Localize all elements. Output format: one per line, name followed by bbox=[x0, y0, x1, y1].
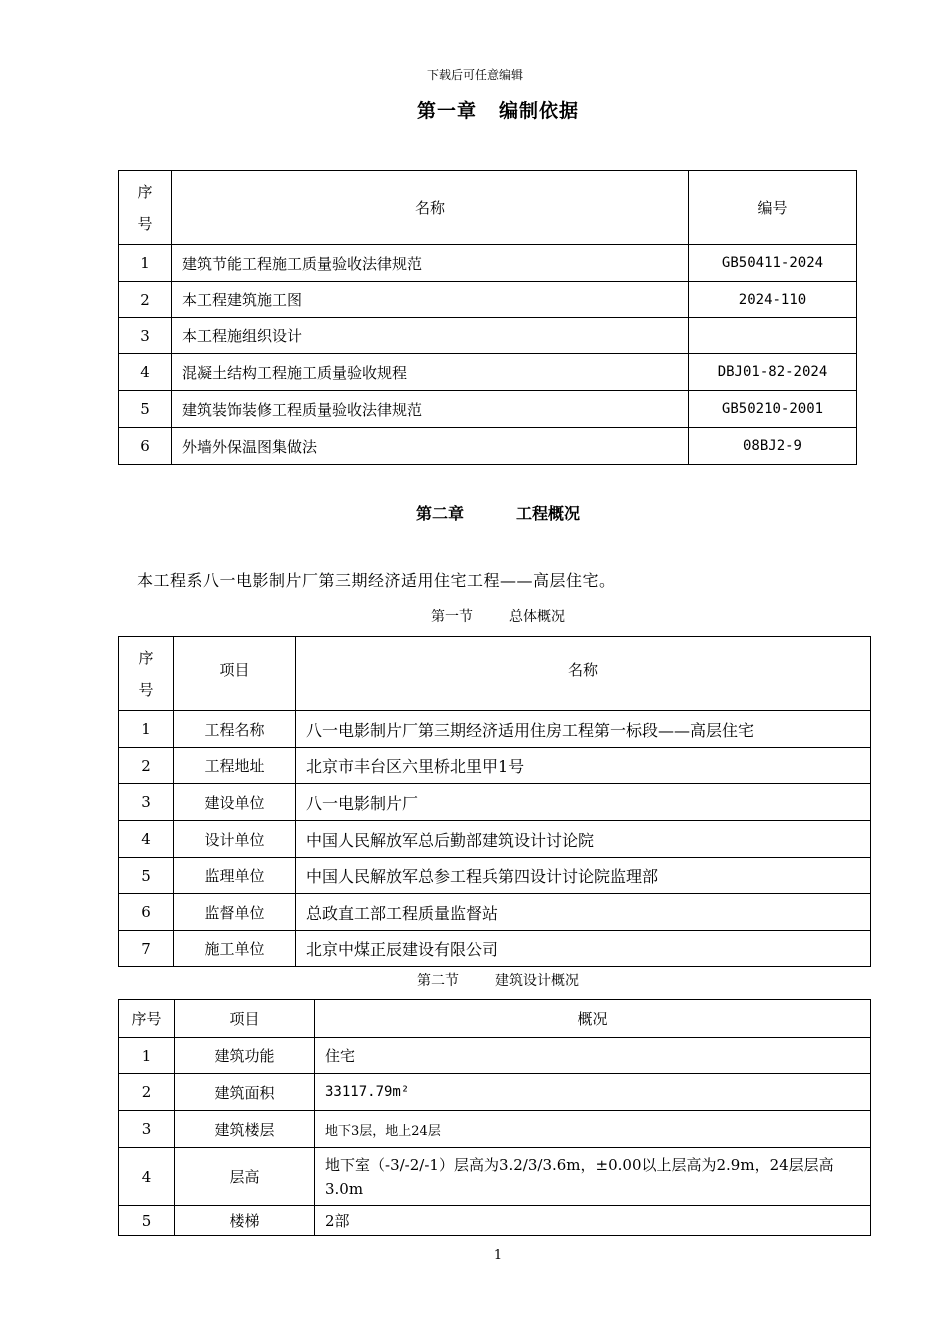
name-cell: 外墙外保温图集做法 bbox=[172, 428, 689, 465]
seq-cell: 7 bbox=[119, 931, 174, 967]
section2-title: 建筑设计概况 bbox=[495, 973, 579, 989]
item-cell: 建筑面积 bbox=[175, 1074, 315, 1111]
seq-cell: 3 bbox=[119, 1111, 175, 1148]
name-header: 名称 bbox=[172, 171, 689, 245]
chapter1-title: 编制依据 bbox=[499, 100, 580, 122]
seq-cell: 4 bbox=[119, 1148, 175, 1206]
table-row bbox=[119, 354, 857, 391]
table-row bbox=[119, 1111, 871, 1148]
name-cell: 混凝土结构工程施工质量验收规程 bbox=[172, 354, 689, 391]
seq-cell: 6 bbox=[119, 894, 174, 931]
name-cell: 中国人民解放军总参工程兵第四设计讨论院监理部 bbox=[296, 858, 871, 894]
seq-cell: 5 bbox=[119, 1206, 175, 1236]
seq-cell: 2 bbox=[119, 748, 174, 784]
name-cell: 建筑节能工程施工质量验收法律规范 bbox=[172, 245, 689, 282]
seq-cell: 1 bbox=[119, 711, 174, 748]
item-cell: 建设单位 bbox=[174, 784, 296, 821]
chapter2-heading bbox=[0, 501, 950, 524]
table-row bbox=[119, 1074, 871, 1111]
item-cell: 监理单位 bbox=[174, 858, 296, 894]
item-cell: 设计单位 bbox=[174, 821, 296, 858]
seq-cell: 4 bbox=[119, 821, 174, 858]
seq-header: 序 号 bbox=[119, 171, 172, 245]
name-cell: 八一电影制片厂 bbox=[296, 784, 871, 821]
item-cell: 监督单位 bbox=[174, 894, 296, 931]
name-cell: 八一电影制片厂第三期经济适用住房工程第一标段——高层住宅 bbox=[296, 711, 871, 748]
section1-title: 总体概况 bbox=[509, 609, 565, 625]
seq-cell: 3 bbox=[119, 318, 172, 354]
item-cell: 楼梯 bbox=[175, 1206, 315, 1236]
table-row bbox=[119, 858, 871, 894]
desc-header: 概况 bbox=[315, 1000, 871, 1038]
table-header-row bbox=[119, 637, 871, 711]
name-cell: 本工程建筑施工图 bbox=[172, 282, 689, 318]
section2-heading bbox=[0, 970, 950, 990]
table-row bbox=[119, 318, 857, 354]
name-header: 名称 bbox=[296, 637, 871, 711]
item-cell: 建筑功能 bbox=[175, 1038, 315, 1074]
seq-cell: 4 bbox=[119, 354, 172, 391]
table-row bbox=[119, 1038, 871, 1074]
seq-cell: 3 bbox=[119, 784, 174, 821]
name-cell: 北京中煤正辰建设有限公司 bbox=[296, 931, 871, 967]
item-cell: 建筑楼层 bbox=[175, 1111, 315, 1148]
desc-cell: 2部 bbox=[315, 1206, 871, 1236]
page-number: 1 bbox=[493, 1248, 503, 1263]
table-header-row bbox=[119, 171, 857, 245]
item-cell: 工程地址 bbox=[174, 748, 296, 784]
table-row bbox=[119, 894, 871, 931]
seq-cell: 2 bbox=[119, 1074, 175, 1111]
overview-table bbox=[118, 636, 871, 967]
item-header: 项目 bbox=[174, 637, 296, 711]
table-row bbox=[119, 748, 871, 784]
table-row bbox=[119, 245, 857, 282]
desc-cell: 住宅 bbox=[315, 1038, 871, 1074]
section1-heading bbox=[0, 606, 950, 626]
name-cell: 中国人民解放军总后勤部建筑设计讨论院 bbox=[296, 821, 871, 858]
intro-paragraph: 本工程系八一电影制片厂第三期经济适用住宅工程——高层住宅。 bbox=[137, 571, 616, 590]
chapter2-title: 工程概况 bbox=[516, 504, 581, 523]
table-row bbox=[119, 428, 857, 465]
seq-cell: 5 bbox=[119, 391, 172, 428]
desc-cell: 33117.79m² bbox=[315, 1074, 871, 1111]
table-row bbox=[119, 784, 871, 821]
item-cell: 工程名称 bbox=[174, 711, 296, 748]
design-table bbox=[118, 999, 871, 1236]
header-note: 下载后可任意编辑 bbox=[426, 68, 523, 82]
code-cell: 2024-110 bbox=[689, 282, 857, 318]
code-header: 编号 bbox=[689, 171, 857, 245]
name-cell: 建筑装饰装修工程质量验收法律规范 bbox=[172, 391, 689, 428]
chapter2-number: 第二章 bbox=[415, 504, 464, 523]
code-cell: GB50210-2001 bbox=[689, 391, 857, 428]
table-row bbox=[119, 1206, 871, 1236]
code-cell: GB50411-2024 bbox=[689, 245, 857, 282]
basis-table bbox=[118, 170, 857, 465]
item-header: 项目 bbox=[175, 1000, 315, 1038]
name-cell: 北京市丰台区六里桥北里甲1号 bbox=[296, 748, 871, 784]
desc-cell: 地下3层，地上24层 bbox=[315, 1111, 871, 1148]
chapter1-number: 第一章 bbox=[416, 100, 477, 122]
name-cell: 总政直工部工程质量监督站 bbox=[296, 894, 871, 931]
table-row bbox=[119, 821, 871, 858]
table-row bbox=[119, 711, 871, 748]
table-row bbox=[119, 1148, 871, 1206]
seq-header: 序号 bbox=[119, 1000, 175, 1038]
seq-header: 序 号 bbox=[119, 637, 174, 711]
desc-cell: 地下室（-3/-2/-1）层高为3.2/3/3.6m，±0.00以上层高为2.9m，24层层高3.0m bbox=[315, 1148, 871, 1206]
table-header-row bbox=[119, 1000, 871, 1038]
table-row bbox=[119, 282, 857, 318]
name-cell: 本工程施组织设计 bbox=[172, 318, 689, 354]
item-cell: 层高 bbox=[175, 1148, 315, 1206]
seq-cell: 2 bbox=[119, 282, 172, 318]
seq-cell: 1 bbox=[119, 1038, 175, 1074]
code-cell: 08BJ2-9 bbox=[689, 428, 857, 465]
code-cell: DBJ01-82-2024 bbox=[689, 354, 857, 391]
section1-number: 第一节 bbox=[431, 609, 473, 625]
section2-number: 第二节 bbox=[417, 973, 459, 989]
seq-cell: 5 bbox=[119, 858, 174, 894]
chapter1-heading bbox=[0, 96, 950, 123]
seq-cell: 1 bbox=[119, 245, 172, 282]
item-cell: 施工单位 bbox=[174, 931, 296, 967]
table-row bbox=[119, 931, 871, 967]
code-cell bbox=[689, 318, 857, 354]
table-row bbox=[119, 391, 857, 428]
seq-cell: 6 bbox=[119, 428, 172, 465]
